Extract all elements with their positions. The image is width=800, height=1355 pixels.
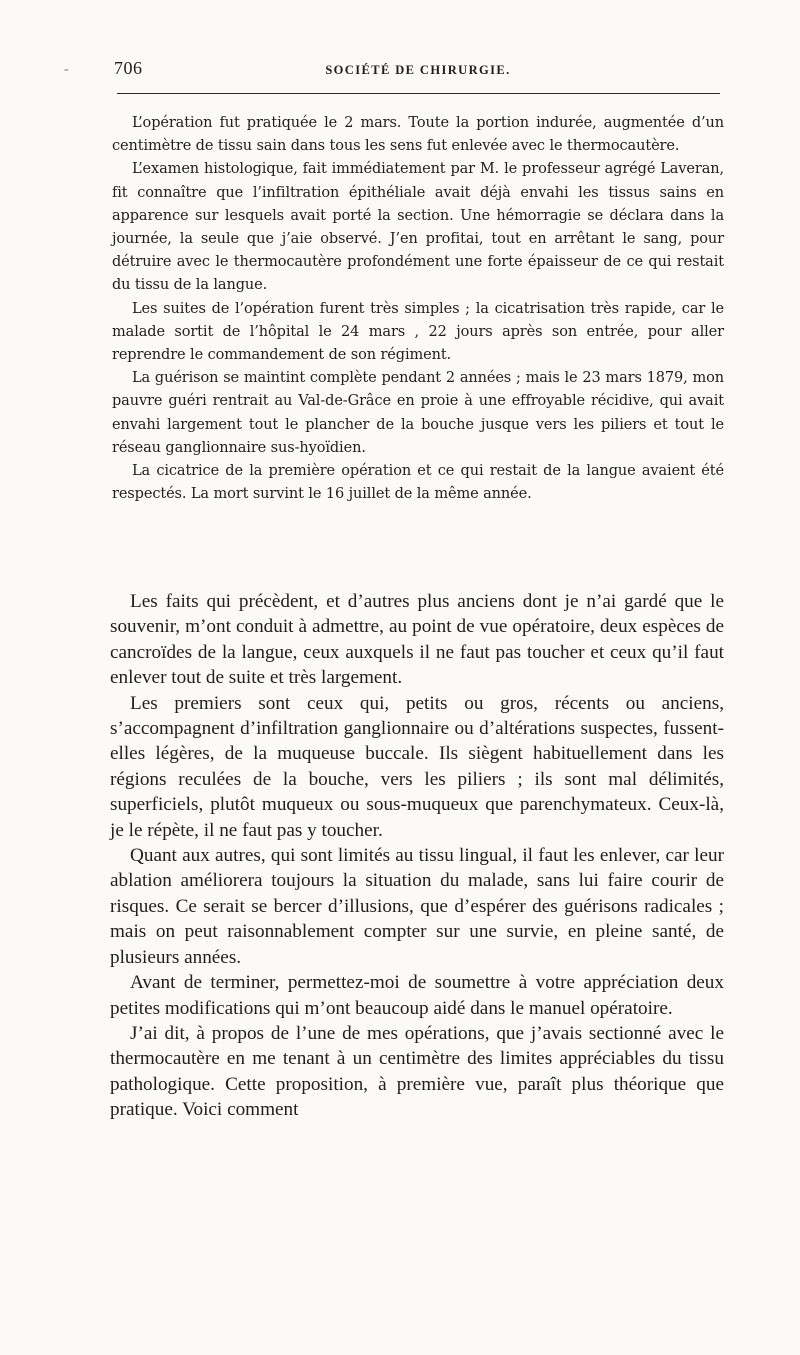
case-report-paragraph: La guérison se maintint complète pendant 2 années ; mais le 23 mars 1879, mon pauvre guéri rentrait au Val-de-Grâce en proie à une effroyable récidive, qui avait envahi largement tout le plancher de la bouche jusque vers les piliers et tout le réseau ganglionnaire sus-hyoïdien. [112,370,724,456]
discussion-section [110,589,724,1123]
case-report-paragraph: L’opération fut pratiquée le 2 mars. Toute la portion indurée, augmentée d’un centimètre de tissu sain dans tous les sens fut enlevée avec le thermocautère. [112,115,724,155]
header-rule [117,93,720,94]
discussion-paragraph: Quant aux autres, qui sont limités au tissu lingual, il faut les enlever, car leur ablation améliorera toujours la situation du malade, sans lui faire courir de risques. Ce serait se bercer d’illusions, que d’espérer des guérisons radicales ; mais on peut raisonnablement compter sur une survie, en pleine santé, de plusieurs années. [110,845,724,968]
page-header [114,58,722,82]
discussion-paragraph: J’ai dit, à propos de l’une de mes opérations, que j’avais sectionné avec le thermocautère en me tenant à un centimètre des limites appréciables du tissu pathologique. Cette proposition, à première vue, paraît plus théorique que pratique. Voici comment [110,1022,724,1121]
case-report-section [112,112,724,506]
page-number: 706 [114,58,143,78]
running-head: SOCIÉTÉ DE CHIRURGIE. [325,63,511,77]
discussion-paragraph: Les premiers sont ceux qui, petits ou gros, récents ou anciens, s’accompagnent d’infiltration ganglionnaire ou d’altérations suspectes, fussent-elles légères, de la muqueuse buccale. Ils siègent habituellement dans les régions reculées de la bouche, vers les piliers ; ils sont mal délimités, superficiels, plutôt muqueux ou sous-muqueux que parenchymateux. Ceux-là, je le répète, il ne faut pas y toucher. [110,692,724,841]
case-report-paragraph: Les suites de l’opération furent très simples ; la cicatrisation très rapide, car le malade sortit de l’hôpital le 24 mars , 22 jours après son entrée, pour aller reprendre le commandement de son régiment. [112,300,724,364]
case-report-paragraph: La cicatrice de la première opération et ce qui restait de la langue avaient été respectés. La mort survint le 16 juillet de la même année. [112,463,724,503]
discussion-paragraph: Les faits qui précèdent, et d’autres plus anciens dont je n’ai gardé que le souvenir, m’ont conduit à admettre, au point de vue opératoire, deux espèces de cancroïdes de la langue, ceux auxquels il ne faut pas toucher et ceux qu’il faut enlever tout de suite et très largement. [110,591,724,689]
case-report-paragraph: L’examen histologique, fait immédiatement par M. le professeur agrégé Laveran, fit connaître que l’infiltration épithéliale avait déjà envahi les tissus sains en apparence sur lesquels avait porté la section. Une hémorragie se déclara dans la journée, la seule que j’aie observé. J’en profitai, tout en arrêtant le sang, pour détruire avec le thermocautère profondément une forte épaisseur de ce qui restait du tissu de la langue. [112,161,724,294]
discussion-paragraph: Avant de terminer, permettez-moi de soumettre à votre appréciation deux petites modifications qui m’ont beaucoup aidé dans le manuel opératoire. [110,972,724,1019]
margin-mark: - [64,62,69,77]
